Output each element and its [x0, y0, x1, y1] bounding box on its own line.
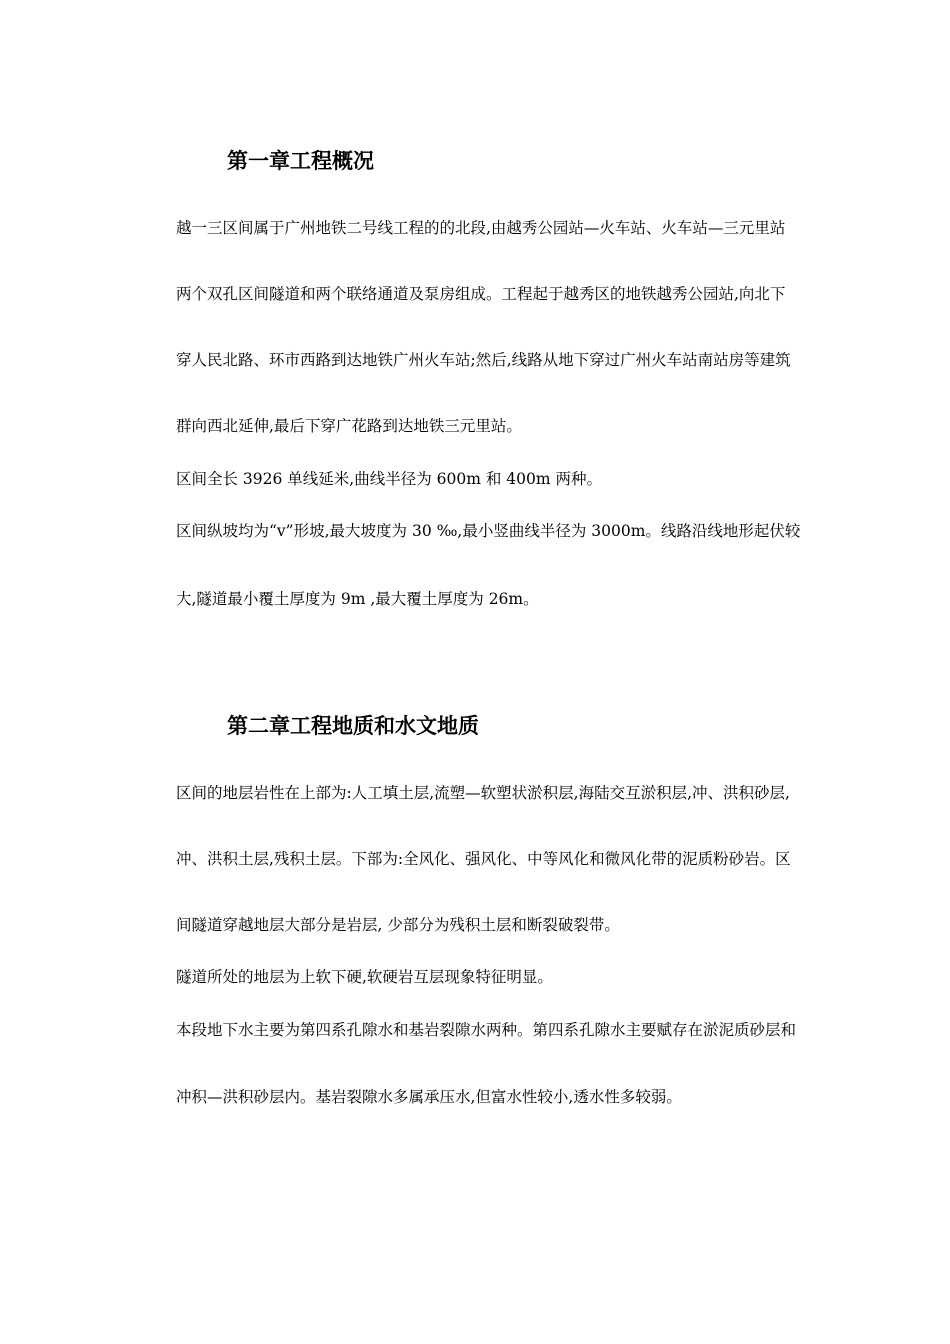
chapter2-line-5: 本段地下水主要为第四系孔隙水和基岩裂隙水两种。第四系孔隙水主要赋存在淤泥质砂层和 [176, 1021, 797, 1039]
chapter2-line-3: 间隧道穿越地层大部分是岩层, 少部分为残积土层和断裂破裂带。 [176, 916, 620, 934]
chapter1-line-5: 区间全长 3926 单线延米,曲线半径为 600m 和 400m 两种。 [176, 470, 603, 488]
chapter2-line-1: 区间的地层岩性在上部为:人工填土层,流塑—软塑状淤积层,海陆交互淤积层,冲、洪积砂层, [176, 784, 790, 802]
chapter1-title: 第一章工程概况 [227, 149, 374, 173]
chapter1-line-3: 穿人民北路、环市西路到达地铁广州火车站;然后,线路从地下穿过广州火车站南站房等建筑 [176, 351, 791, 369]
chapter1-line-4: 群向西北延伸,最后下穿广花路到达地铁三元里站。 [176, 417, 522, 435]
chapter1-line-6: 区间纵坡均为“v”形坡,最大坡度为 30 ‰,最小竖曲线半径为 3000m。线路沿线地形起伏较 [176, 522, 801, 540]
chapter2-title: 第二章工程地质和水文地质 [227, 714, 479, 738]
chapter1-line-2: 两个双孔区间隧道和两个联络通道及泵房组成。工程起于越秀区的地铁越秀公园站,向北下 [176, 285, 786, 303]
chapter2-line-2: 冲、洪积土层,残积土层。下部为:全风化、强风化、中等风化和微风化带的泥质粉砂岩。区 [176, 850, 791, 868]
chapter1-line-1: 越一三区间属于广州地铁二号线工程的的北段,由越秀公园站—火车站、火车站—三元里站 [176, 219, 786, 237]
chapter2-line-4: 隧道所处的地层为上软下硬,软硬岩互层现象特征明显。 [176, 968, 553, 986]
chapter2-line-6: 冲积—洪积砂层内。基岩裂隙水多属承压水,但富水性较小,透水性多较弱。 [176, 1088, 682, 1106]
chapter1-line-7: 大,隧道最小覆土厚度为 9m ,最大覆土厚度为 26m。 [176, 590, 539, 608]
